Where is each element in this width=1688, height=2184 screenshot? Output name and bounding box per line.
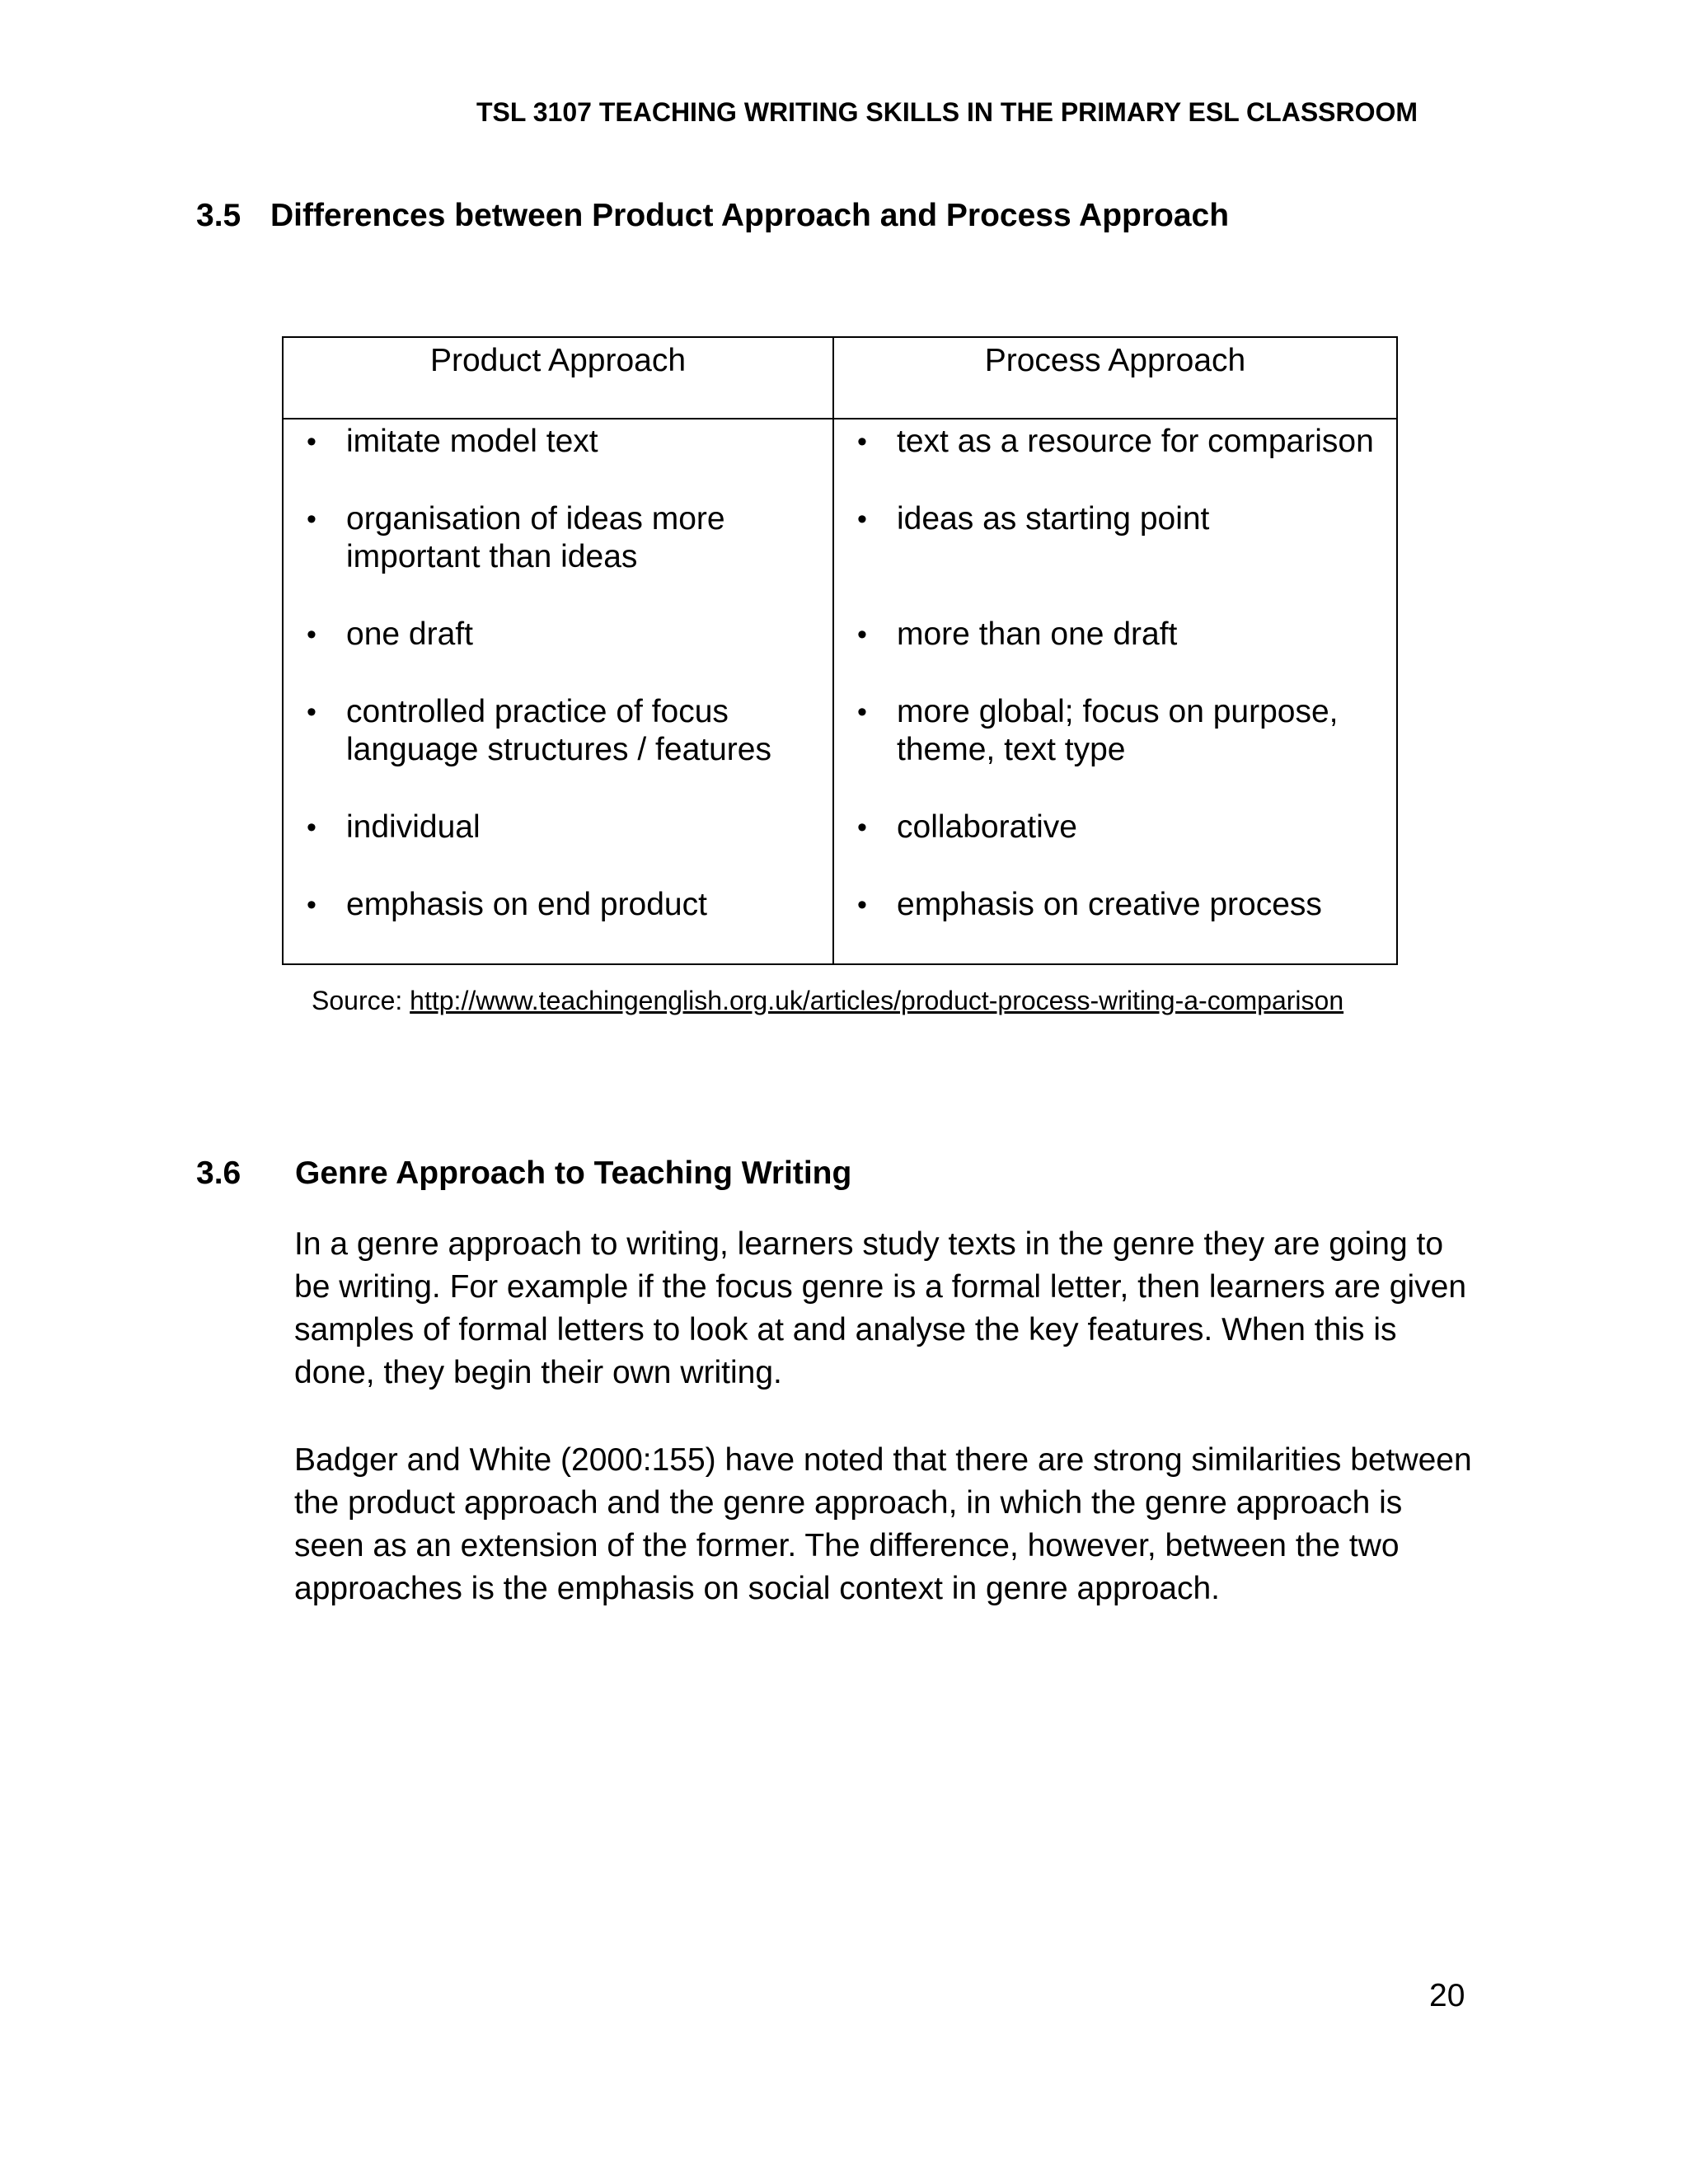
list-item (834, 886, 1396, 963)
list-item-text: text as a resource for comparison (897, 424, 1374, 459)
list-item (834, 500, 1396, 616)
list-item-text: emphasis on creative process (897, 887, 1322, 922)
process-approach-list (834, 423, 1396, 963)
list-item (834, 423, 1396, 500)
bullet-icon: • (857, 504, 867, 535)
product-approach-list (284, 423, 832, 963)
bullet-icon: • (307, 696, 316, 728)
product-approach-cell (283, 419, 833, 964)
paragraph: In a genre approach to writing, learners study texts in the genre they are going to be writing. For example if the focus genre is a formal letter, then learners are given samples of formal letters to look at and analyse the key features. When this is done, they begin their own writing. (294, 1226, 1467, 1390)
list-item (284, 616, 832, 693)
list-item-text: organisation of ideas more important than ideas (346, 501, 725, 574)
bullet-icon: • (857, 426, 867, 457)
bullet-icon: • (307, 426, 316, 457)
source-label: Source: (312, 986, 403, 1015)
section-number: 3.5 (196, 198, 241, 233)
list-item-text: more global; focus on purpose, theme, text type (897, 694, 1339, 767)
bullet-icon: • (307, 504, 316, 535)
source-citation (312, 986, 1343, 1016)
source-link[interactable]: http://www.teachingenglish.org.uk/articles/product-process-writing-a-comparison (410, 986, 1344, 1015)
list-item (834, 808, 1396, 886)
list-item (284, 423, 832, 500)
list-item (284, 500, 832, 616)
list-item-text: collaborative (897, 809, 1077, 845)
bullet-icon: • (857, 889, 867, 921)
section-3-5-heading (196, 198, 1229, 234)
section-number: 3.6 (196, 1155, 241, 1191)
section-title: Genre Approach to Teaching Writing (295, 1155, 852, 1191)
section-3-6-heading (196, 1155, 851, 1192)
paragraph: Badger and White (2000:155) have noted that there are strong similarities between the product approach and the genre approach, in which the genre approach is seen as an extension of the former. The difference, however, between the two approaches is the emphasis on social context in genre approach. (294, 1442, 1472, 1606)
list-item-text: imitate model text (346, 424, 598, 459)
section-title: Differences between Product Approach and Process Approach (270, 198, 1230, 233)
list-item (284, 886, 832, 963)
list-item (284, 693, 832, 808)
list-item-text: more than one draft (897, 616, 1178, 652)
list-item-text: one draft (346, 616, 473, 652)
comparison-table (282, 336, 1398, 965)
list-item-text: ideas as starting point (897, 501, 1210, 537)
bullet-icon: • (857, 812, 867, 843)
bullet-icon: • (307, 619, 316, 650)
list-item (834, 693, 1396, 808)
column-header-process: Process Approach (833, 337, 1397, 419)
list-item-text: controlled practice of focus language structures / features (346, 694, 771, 767)
list-item-text: emphasis on end product (346, 887, 707, 922)
bullet-icon: • (307, 812, 316, 843)
list-item-text: individual (346, 809, 481, 845)
bullet-icon: • (857, 619, 867, 650)
bullet-icon: • (857, 696, 867, 728)
process-approach-cell (833, 419, 1397, 964)
column-header-product: Product Approach (283, 337, 833, 419)
running-header: TSL 3107 TEACHING WRITING SKILLS IN THE PRIMARY ESL CLASSROOM (476, 97, 1418, 127)
bullet-icon: • (307, 889, 316, 921)
page-number: 20 (1429, 1978, 1465, 2013)
list-item (834, 616, 1396, 693)
table-header-row (283, 337, 1397, 419)
list-item (284, 808, 832, 886)
